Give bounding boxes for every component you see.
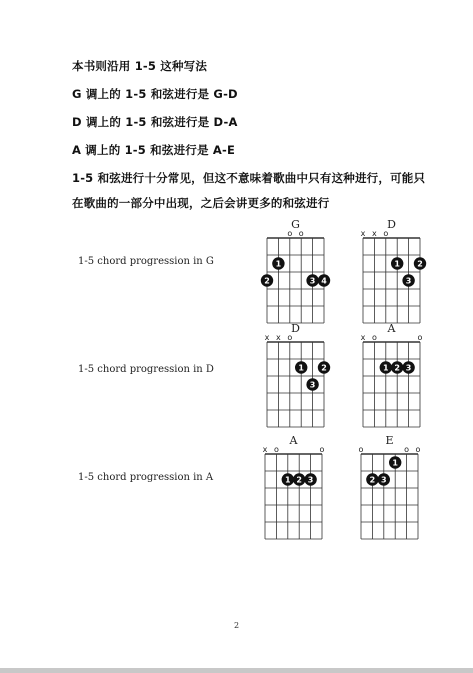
chord-diagram (258, 432, 328, 542)
text-line-2: G 调上的 1-5 和弦进行是 G-D (72, 87, 238, 101)
chord-svg (258, 432, 328, 542)
chord-name: D (387, 218, 396, 231)
finger-number: 3 (307, 475, 314, 485)
open-string-mark: o (287, 333, 293, 342)
chord-svg (260, 320, 330, 430)
page-bottom-edge (0, 668, 473, 673)
chord-name: A (289, 434, 298, 447)
chord-svg (356, 320, 426, 430)
open-string-mark: o (287, 229, 293, 238)
finger-number: 2 (296, 475, 302, 485)
finger-number: 3 (405, 363, 412, 373)
row-label-a: 1-5 chord progression in A (78, 472, 214, 483)
page-number: 2 (233, 621, 240, 630)
chord-name: E (385, 434, 394, 447)
chord-name: D (291, 322, 300, 335)
finger-number: 2 (369, 475, 376, 485)
open-string-mark: o (415, 445, 421, 454)
text-line-5: 1-5 和弦进行十分常见，但这不意味着歌曲中只有这种进行，可能只 (72, 171, 426, 185)
finger-number: 1 (383, 363, 389, 373)
chord-diagram (260, 320, 330, 430)
chord-diagram (356, 320, 426, 430)
muted-string-mark: x (360, 229, 366, 238)
open-string-mark: o (273, 445, 279, 454)
chord-svg (356, 216, 426, 326)
finger-number: 3 (381, 475, 387, 485)
open-string-mark: o (404, 445, 410, 454)
chord-name: G (291, 218, 300, 231)
muted-string-mark: x (360, 333, 366, 342)
finger-number: 3 (309, 276, 316, 286)
muted-string-mark: x (262, 445, 268, 454)
finger-number: 2 (394, 363, 400, 373)
text-line-4: A 调上的 1-5 和弦进行是 A-E (72, 143, 236, 157)
finger-number: 1 (275, 259, 282, 269)
finger-number: 4 (321, 276, 327, 286)
open-string-mark: o (417, 333, 423, 342)
open-string-mark: o (371, 333, 377, 342)
chord-svg (260, 216, 330, 326)
chord-name: A (387, 322, 396, 335)
muted-string-mark: x (276, 333, 281, 342)
finger-number: 3 (405, 276, 412, 286)
finger-number: 1 (285, 475, 291, 485)
row-label-g: 1-5 chord progression in G (78, 256, 214, 267)
open-string-mark: o (383, 229, 389, 238)
row-label-d: 1-5 chord progression in D (78, 364, 214, 375)
muted-string-mark: x (264, 333, 270, 342)
finger-number: 2 (264, 276, 270, 286)
open-string-mark: o (298, 229, 304, 238)
muted-string-mark: x (372, 229, 377, 238)
chord-svg (354, 432, 424, 542)
text-line-6: 在歌曲的一部分中出现，之后会讲更多的和弦进行 (72, 196, 330, 210)
text-line-1: 本书则沿用 1-5 这种写法 (72, 59, 208, 73)
finger-number: 1 (298, 363, 304, 373)
text-line-3: D 调上的 1-5 和弦进行是 D-A (72, 115, 238, 129)
finger-number: 3 (309, 380, 316, 390)
open-string-mark: o (358, 445, 364, 454)
finger-number: 2 (321, 363, 327, 373)
finger-number: 1 (394, 259, 400, 269)
chord-diagram (356, 216, 426, 326)
chord-diagram (354, 432, 424, 542)
finger-number: 2 (417, 259, 423, 269)
finger-number: 1 (392, 458, 398, 468)
open-string-mark: o (319, 445, 325, 454)
chord-diagram (260, 216, 330, 326)
